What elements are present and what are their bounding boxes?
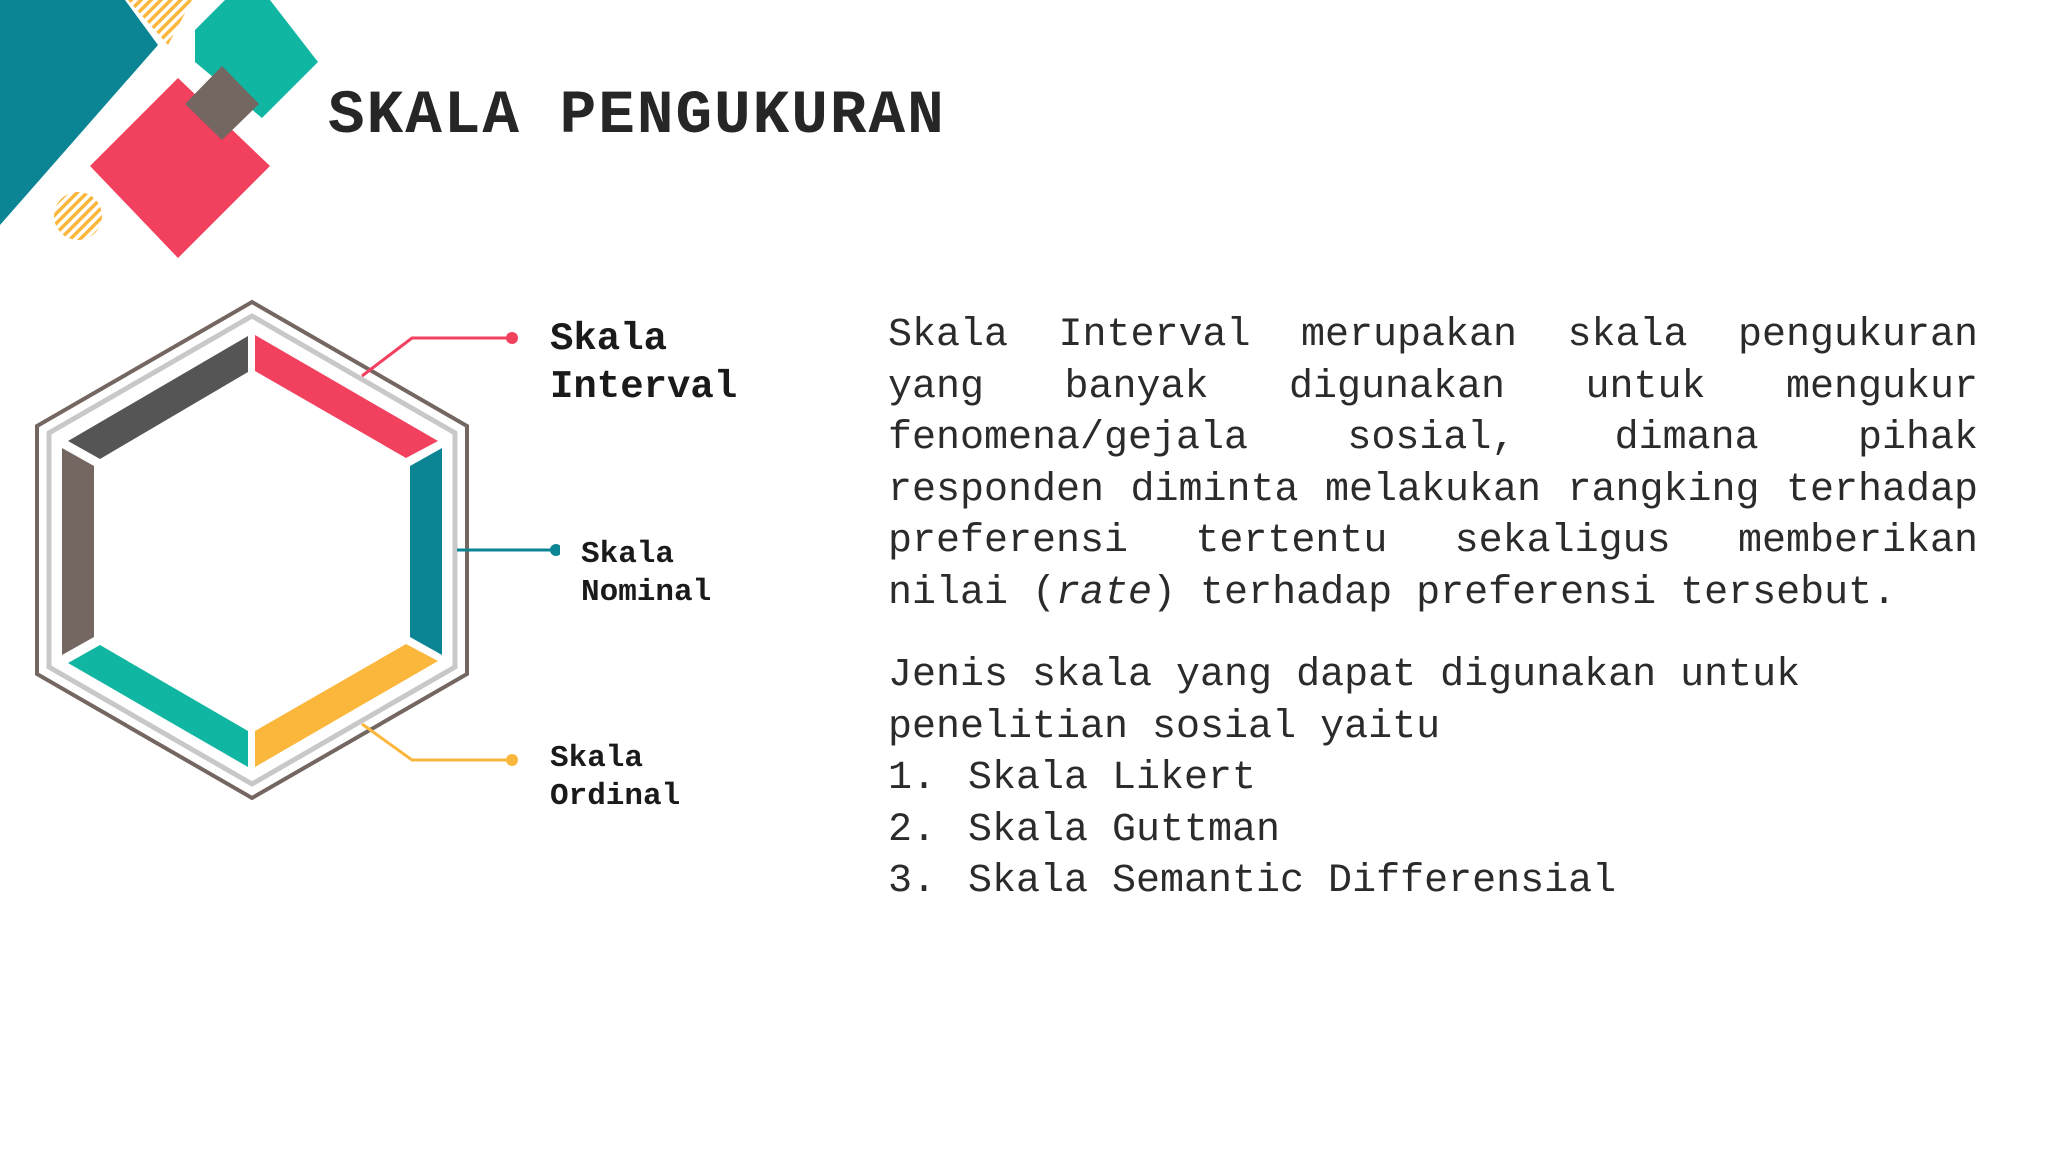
- label-interval-line1: Skala: [550, 317, 668, 361]
- label-nominal-line2: Nominal: [581, 574, 712, 610]
- description-text: [888, 310, 1978, 619]
- connector-interval-line: [362, 338, 512, 376]
- segment-red: [255, 335, 438, 458]
- label-skala-nominal: [581, 536, 711, 612]
- label-ordinal-line2: Ordinal: [550, 778, 681, 814]
- connector-ordinal-dot: [506, 754, 518, 766]
- list-item-number: 1.: [888, 756, 937, 801]
- list-item-number: 2.: [888, 807, 937, 853]
- list-item-label: Skala Semantic Differensial: [968, 859, 1617, 904]
- list-item-label: Skala Guttman: [968, 807, 1281, 853]
- scale-types-intro: Jenis skala yang dapat digunakan untuk penelitian sosial yaitu: [888, 653, 1801, 750]
- hexagon-outer-outline: [37, 302, 467, 798]
- description-italic-rate: rate: [1056, 570, 1153, 616]
- list-item-label: Skala Likert: [968, 756, 1257, 801]
- yellow-striped-circle: [54, 192, 102, 240]
- connector-ordinal-line: [362, 724, 512, 760]
- label-ordinal-line1: Skala: [550, 741, 644, 776]
- label-nominal-line1: Skala: [581, 537, 675, 572]
- label-interval-line2: Interval: [550, 364, 738, 409]
- list-item: [888, 856, 1988, 908]
- list-item: [888, 805, 1988, 857]
- list-item-number: 3.: [888, 859, 937, 904]
- scale-types-section: [888, 650, 1988, 908]
- label-skala-interval: [550, 316, 737, 411]
- description-text-start: Skala Interval merupakan skala pengukuran yang banyak digunakan untuk mengukur fenomena/gejala sosial, dimana pihak responden diminta melakukan rangking terhadap preferensi tertentu sekaligus memberikan nilai (: [888, 313, 1978, 616]
- description-text-end: ) terhadap preferensi tersebut.: [1152, 570, 1897, 616]
- corner-decoration: [0, 0, 330, 260]
- list-item: [888, 753, 1988, 805]
- hexagon-diagram: [0, 280, 560, 820]
- label-skala-ordinal: [550, 740, 680, 816]
- segment-brown: [62, 448, 94, 655]
- scale-types-list: [888, 753, 1988, 908]
- segment-teal: [410, 448, 442, 655]
- page-title: SKALA PENGUKURAN: [328, 82, 946, 151]
- description-paragraph: [888, 310, 1978, 619]
- connector-nominal-dot: [550, 544, 560, 556]
- connector-interval-dot: [506, 332, 518, 344]
